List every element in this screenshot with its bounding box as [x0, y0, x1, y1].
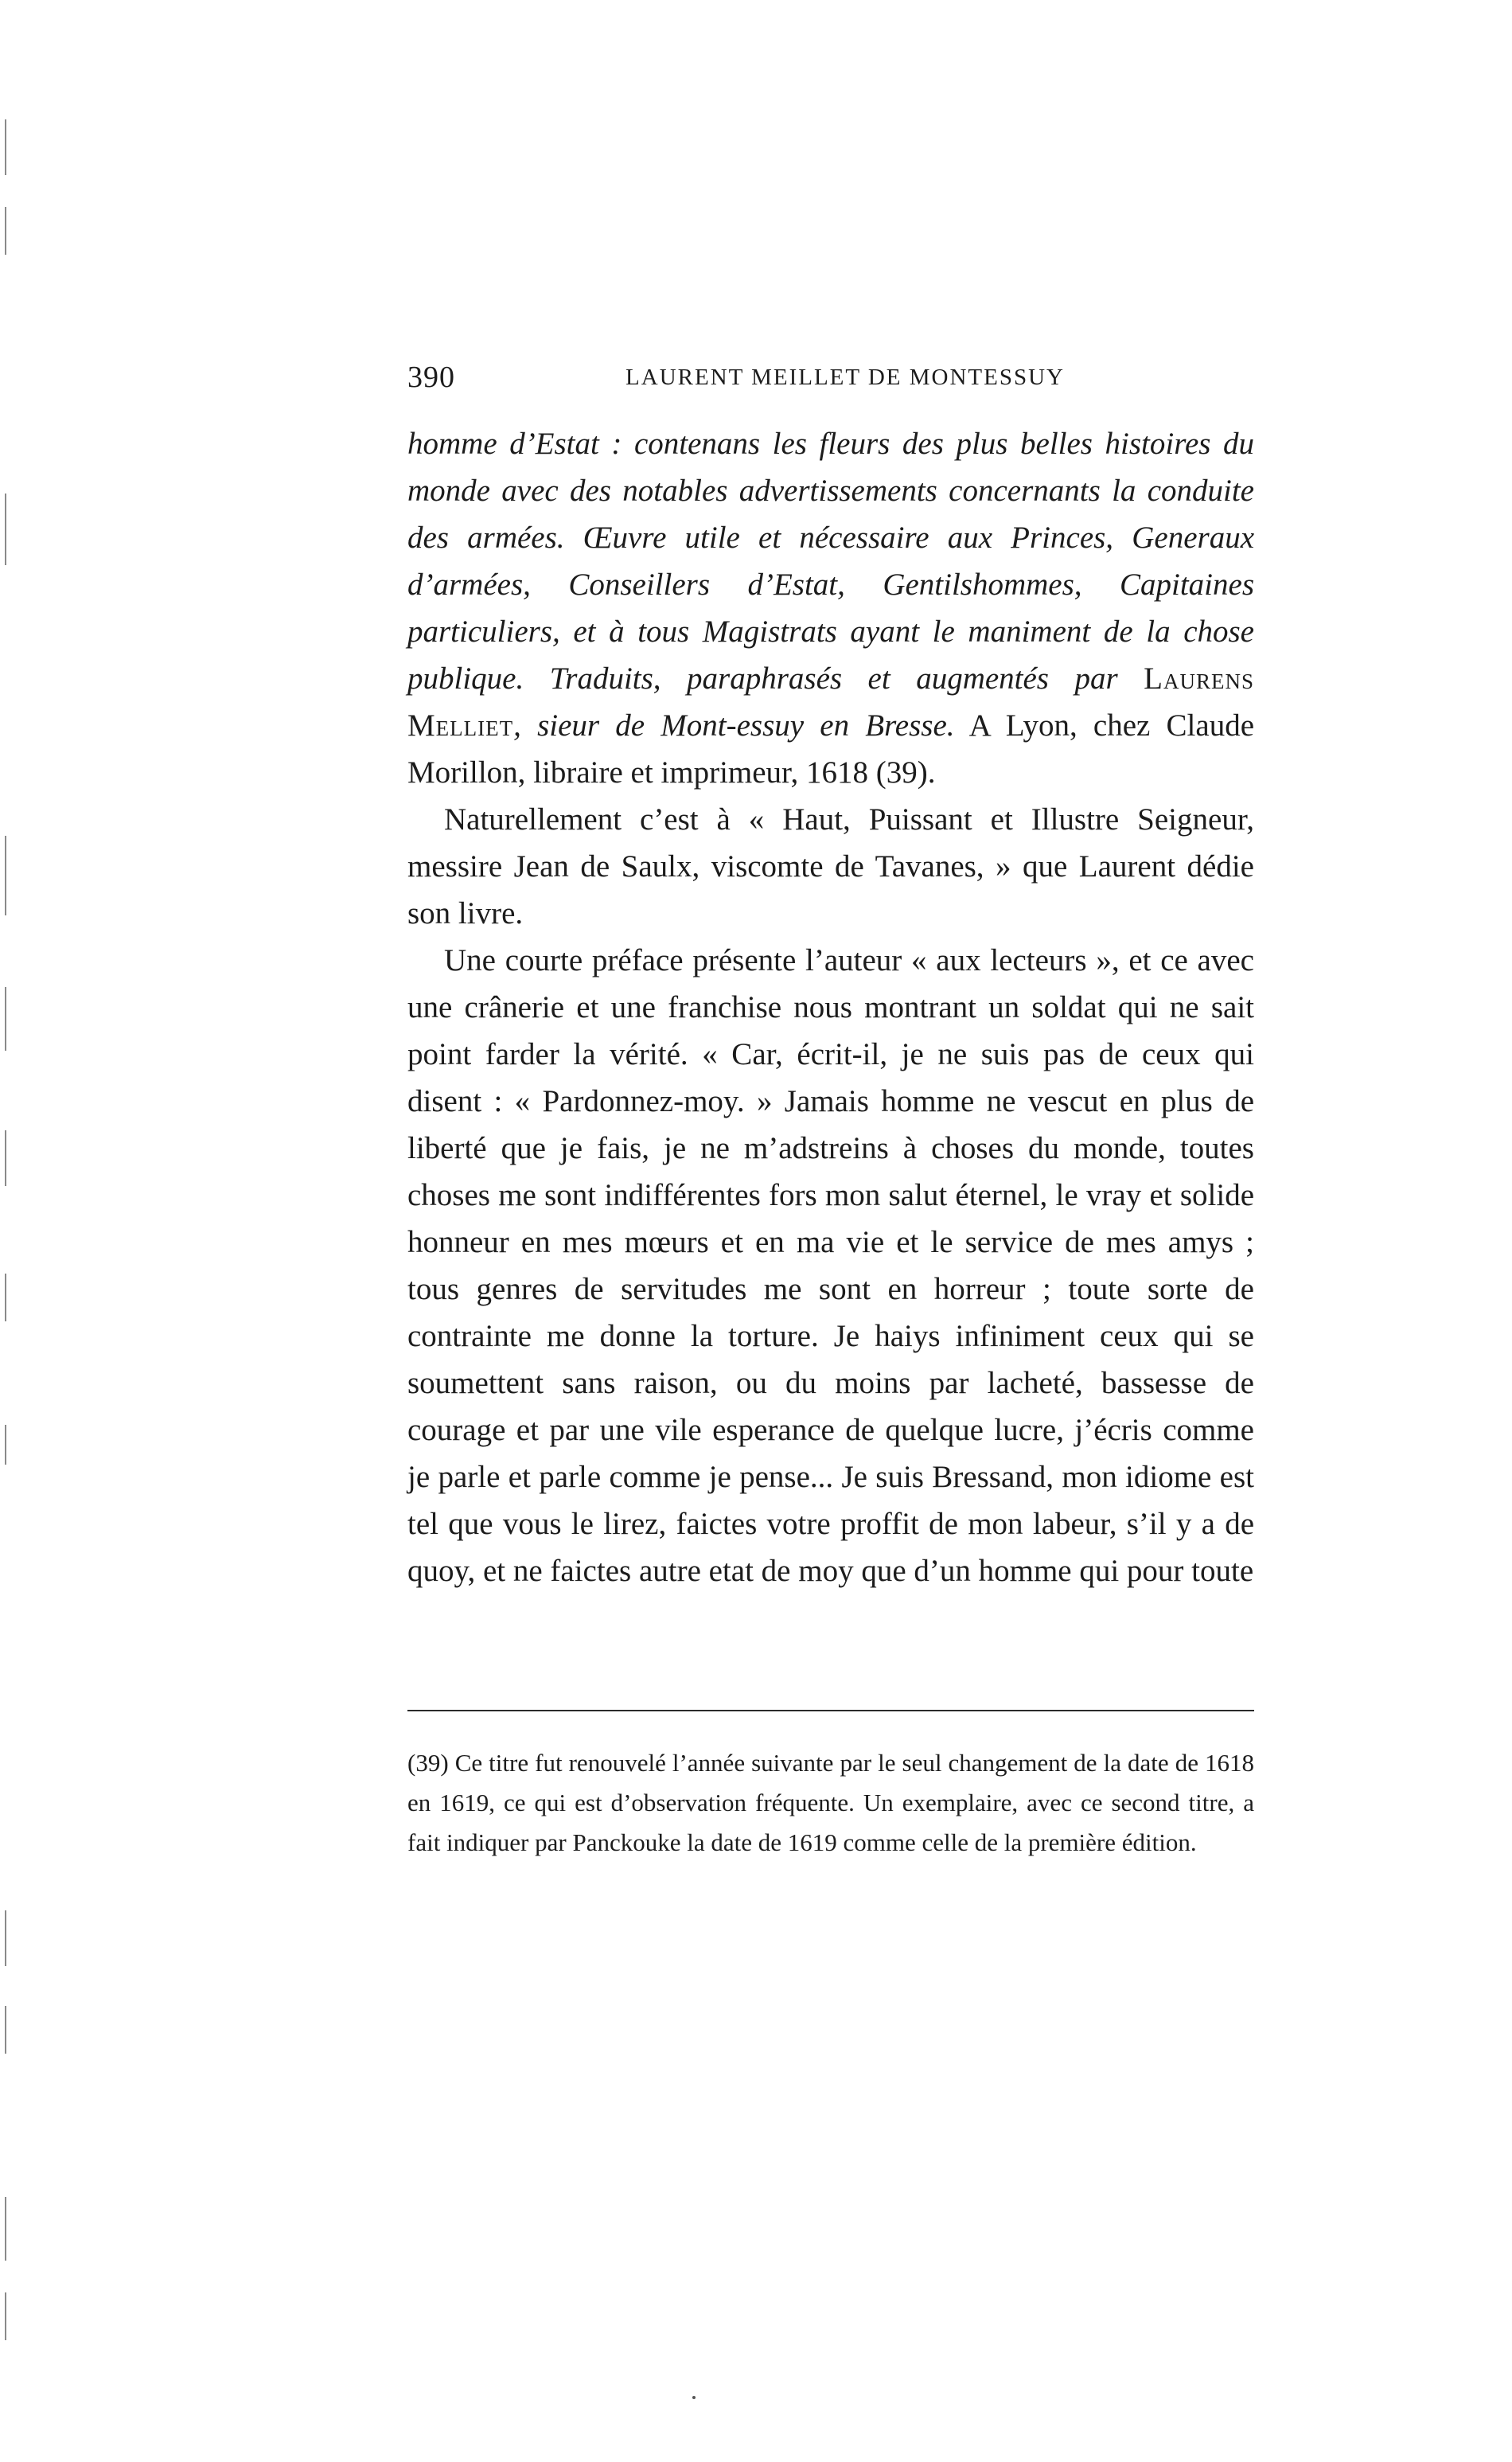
- scan-edge-mark: [5, 494, 6, 565]
- scan-edge-mark: [5, 119, 6, 175]
- scan-edge-mark: [5, 1425, 6, 1465]
- scan-edge-mark: [5, 1910, 6, 1966]
- paragraph-preface: Une courte préface présente l’auteur « aux lecteurs », et ce avec une crânerie et une franchise nous montrant un soldat qui ne sait point farder la vérité. « Car, écrit-il, je ne suis pas de ceux qui disent : « Pardonnez-moy. » Jamais homme ne vescut en plus de liberté que je fais, je ne m’adstreins à choses du monde, toutes choses me sont indifférentes fors mon salut éternel, le vray et solide honneur en mes mœurs et en ma vie et le service de mes amys ; tous genres de servitudes me sont en horreur ; toute sorte de contrainte me donne la torture. Je haiys infiniment ceux qui se soumettent sans raison, ou du moins par lacheté, bassesse de courage et par une vile esperance de quelque lucre, j’écris comme je parle et parle comme je pense... Je suis Bressand, mon idiome est tel que vous le lirez, faictes votre proffit de mon labeur, s’il y a de quoy, et ne faictes autre etat de moy que d’un homme qui pour toute: [407, 943, 1254, 1588]
- footnote: [407, 1743, 1254, 1863]
- scan-edge-mark: [5, 2197, 6, 2261]
- paragraph-dedication: Naturellement c’est à « Haut, Puissant et Illustre Seigneur, messire Jean de Saulx, viscomte de Tavanes, » que Laurent dédie son livre.: [407, 802, 1254, 931]
- scan-speck: [692, 2396, 696, 2399]
- scan-edge-mark: [5, 1274, 6, 1321]
- author-name-smallcaps: Laurens Melliet: [407, 661, 1255, 743]
- scan-edge-mark: [5, 1130, 6, 1186]
- scan-edge-mark: [5, 987, 6, 1051]
- footnote-39: (39) Ce titre fut renouvelé l’année suivante par le seul changement de la date de 1618 en 1619, ce qui est d’observation fréquente. Un exemplaire, avec ce second titre, a fait indiquer par Panckouke la date de 1619 comme celle de la première édition.: [407, 1749, 1254, 1856]
- scan-edge-mark: [5, 207, 6, 255]
- footnote-rule: [407, 1710, 1254, 1711]
- main-text: [407, 420, 1254, 1594]
- imprint-text: A Lyon, chez Claude Morillon, libraire et imprimeur, 1618 (39).: [407, 708, 1254, 790]
- paragraph-book-title: [407, 420, 1254, 796]
- scan-edge-mark: [5, 2292, 6, 2340]
- italic-title-text: homme d’Estat : contenans les fleurs des plus belles histoires du monde avec des notables advertissements concernants la conduite des armées. Œuvre utile et nécessaire aux Princes, Generaux d’armées, Conseillers d’Estat, Gentilshommes, Capitaines particuliers, et à tous Magistrats ayant le maniment de la chose publique. Traduits, paraphrasés et augmentés par: [407, 427, 1254, 696]
- running-header: [407, 360, 1251, 408]
- running-title: LAURENT MEILLET DE MONTESSUY: [625, 365, 1065, 390]
- page-number: 390: [407, 361, 455, 394]
- italic-author-title: , sieur de Mont-essuy en Bresse.: [513, 708, 955, 743]
- scan-edge-mark: [5, 836, 6, 915]
- scan-edge-mark: [5, 2006, 6, 2054]
